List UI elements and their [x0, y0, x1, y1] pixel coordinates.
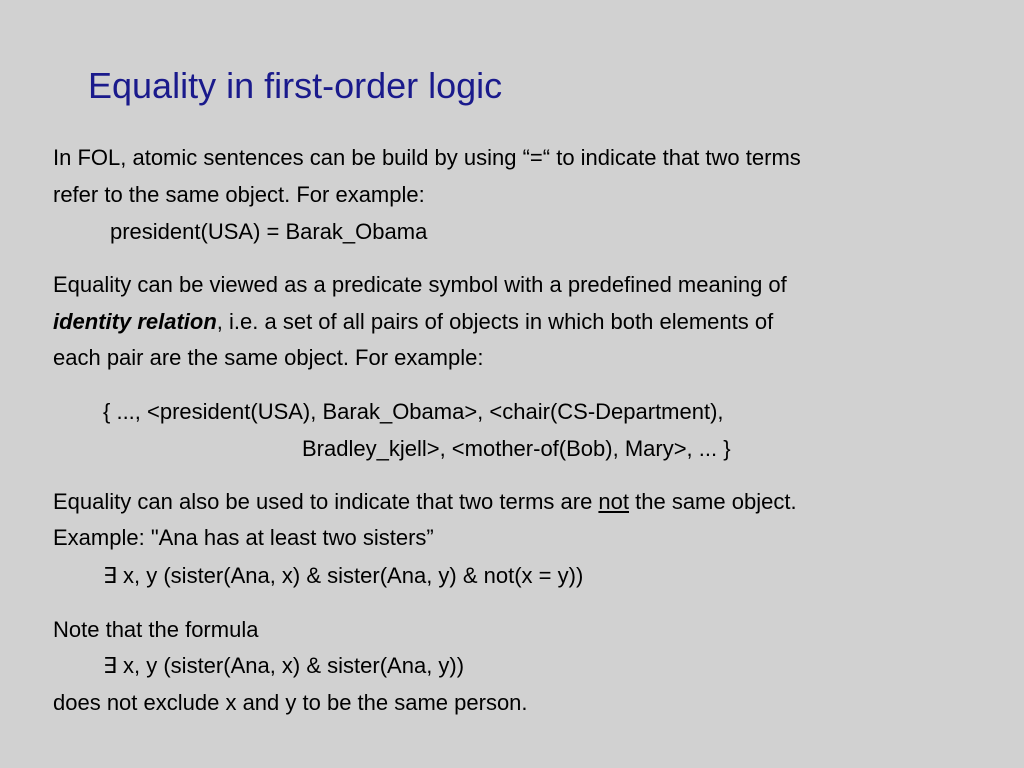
p3-line1: { ..., <president(USA), Barak_Obama>, <chair(CS-Department), — [103, 399, 724, 424]
p4-line1-b: the same object. — [629, 489, 797, 514]
p2-line2-rest: , i.e. a set of all pairs of objects in which both elements of — [216, 309, 774, 334]
p3-line2: Bradley_kjell>, <mother-of(Bob), Mary>, ... } — [302, 436, 731, 461]
p2-line2 — [53, 307, 773, 337]
identity-relation-term: identity relation — [53, 309, 217, 334]
p5-line1: Note that the formula — [53, 617, 259, 642]
p4-line1 — [53, 487, 797, 517]
p2-line3: each pair are the same object. For example: — [53, 345, 484, 370]
p4-line1-a: Equality can also be used to indicate that two terms are — [53, 489, 599, 514]
p2-line1: Equality can be viewed as a predicate symbol with a predefined meaning of — [53, 272, 787, 297]
p1-example: president(USA) = Barak_Obama — [110, 219, 428, 244]
p4-formula: ∃ x, y (sister(Ana, x) & sister(Ana, y) & not(x = y)) — [103, 563, 584, 588]
p1-line1: In FOL, atomic sentences can be build by using “=“ to indicate that two terms — [53, 145, 801, 170]
not-underlined: not — [598, 489, 630, 514]
p1-line2: refer to the same object. For example: — [53, 182, 425, 207]
p5-line3: does not exclude x and y to be the same person. — [53, 690, 528, 715]
p5-formula: ∃ x, y (sister(Ana, x) & sister(Ana, y)) — [103, 653, 465, 678]
p4-line2: Example: "Ana has at least two sisters” — [53, 525, 434, 550]
slide-title: Equality in first-order logic — [88, 65, 503, 106]
